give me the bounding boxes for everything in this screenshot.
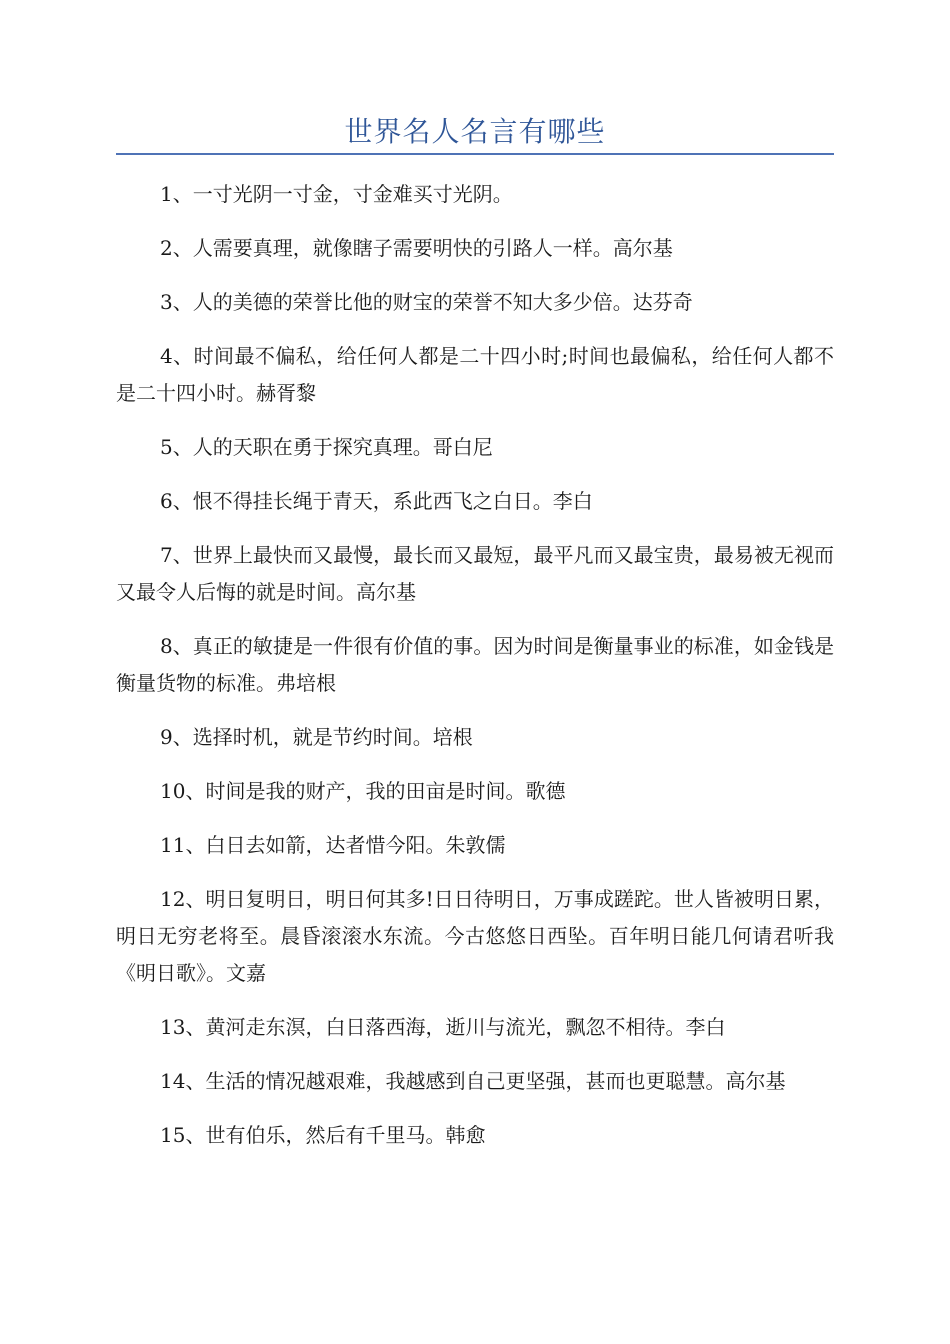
quote-paragraph: 4、时间最不偏私，给任何人都是二十四小时;时间也最偏私，给任何人都不是二十四小时。赫胥黎 [116,344,834,405]
quote-paragraph: 6、恨不得挂长绳于青天，系此西飞之白日。李白 [160,489,593,513]
quote-paragraph: 2、人需要真理，就像瞎子需要明快的引路人一样。高尔基 [160,236,673,260]
quote-paragraph: 8、真正的敏捷是一件很有价值的事。因为时间是衡量事业的标准，如金钱是衡量货物的标准。弗培根 [116,634,834,695]
title-underline [116,153,834,155]
quote-paragraph: 7、世界上最快而又最慢，最长而又最短，最平凡而又最宝贵，最易被无视而又最令人后悔的就是时间。高尔基 [116,543,834,604]
quote-paragraph: 12、明日复明日，明日何其多!日日待明日，万事成蹉跎。世人皆被明日累，明日无穷老将至。晨昏滚滚水东流。今古悠悠日西坠。百年明日能几何请君听我《明日歌》。文嘉 [116,887,834,985]
quote-paragraph: 5、人的天职在勇于探究真理。哥白尼 [160,435,493,459]
quote-paragraph: 1、一寸光阴一寸金，寸金难买寸光阴。 [160,182,513,206]
document-title: 世界名人名言有哪些 [344,115,606,148]
quote-paragraph: 10、时间是我的财产，我的田亩是时间。歌德 [160,779,566,803]
quote-paragraph: 13、黄河走东溟，白日落西海，逝川与流光，飘忽不相待。李白 [160,1015,726,1039]
quote-paragraph: 3、人的美德的荣誉比他的财宝的荣誉不知大多少倍。达芬奇 [160,290,693,314]
quote-paragraph: 14、生活的情况越艰难，我越感到自己更坚强，甚而也更聪慧。高尔基 [160,1069,786,1093]
document-body [116,176,834,1171]
quote-paragraph: 9、选择时机，就是节约时间。培根 [160,725,473,749]
quote-paragraph: 15、世有伯乐，然后有千里马。韩愈 [160,1123,486,1147]
quote-paragraph: 11、白日去如箭，达者惜今阳。朱敦儒 [160,833,506,857]
